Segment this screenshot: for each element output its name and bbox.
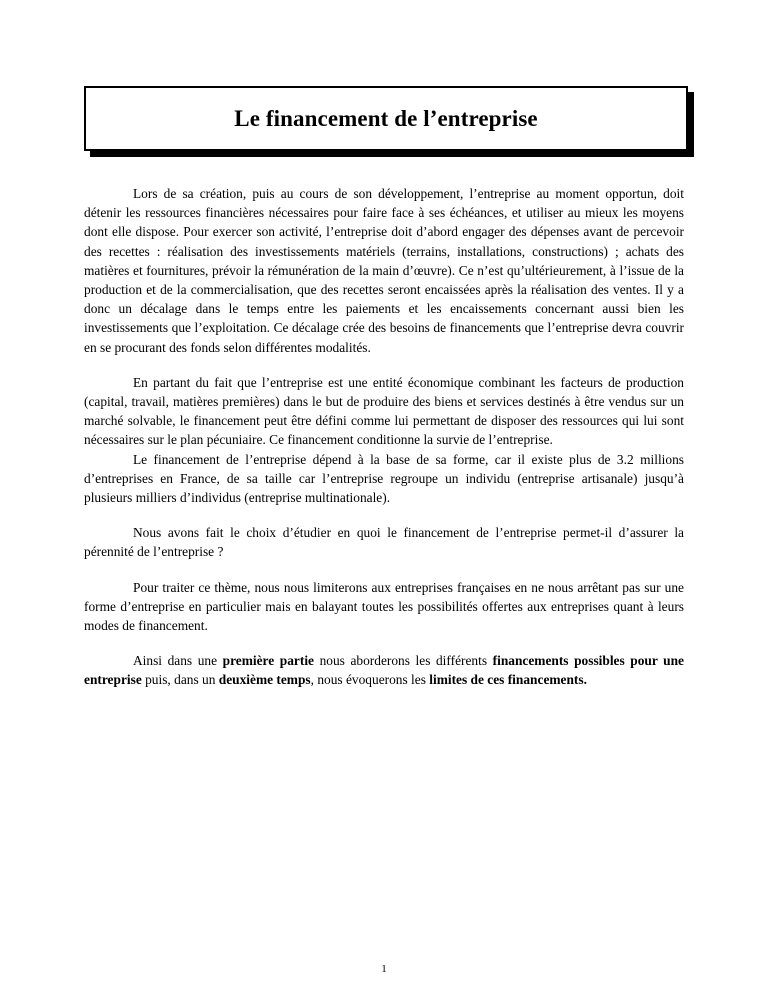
paragraph-plan xyxy=(84,651,684,689)
plan-text-1: Ainsi dans une xyxy=(133,653,223,669)
paragraph-scope: Pour traiter ce thème, nous nous limiterons aux entreprises françaises en ne nous arrêtant pas sur une forme d’entreprise en particulier mais en balayant toutes les possibilités offertes aux entreprises quant à leurs modes de financement. xyxy=(84,579,684,634)
plan-bold-limits: limites de ces financements. xyxy=(429,672,587,688)
plan-bold-financings: financements possibles pour une entreprise xyxy=(84,653,684,688)
plan-bold-second-time: deuxième temps xyxy=(218,672,311,688)
title-box xyxy=(84,86,688,151)
paragraph-definition: En partant du fait que l’entreprise est une entité économique combinant les facteurs de production (capital, travail, matières premières) dans le but de produire des biens et services destinés à être vendus sur un marché solvable, le financement peut être défini comme lui permettant de disposer des ressources qui lui sont nécessaires sur le plan pécuniaire. Ce financement conditionne la survie de l’entreprise. xyxy=(84,374,684,448)
paragraph-question: Nous avons fait le choix d’étudier en quoi le financement de l’entreprise permet-il d’assurer la pérennité de l’entreprise ? xyxy=(84,525,684,560)
paragraph-forms: Le financement de l’entreprise dépend à la base de sa forme, car il existe plus de 3.2 millions d’entreprises en France, de sa taille car l’entreprise regroupe un individu (entreprise artisanale) jusqu’à plusieurs milliers d’individus (entreprise multinationale). xyxy=(84,451,684,506)
paragraph-intro: Lors de sa création, puis au cours de son développement, l’entreprise au moment opportun, doit détenir les ressources financières nécessaires pour faire face à ses échéances, et utiliser au mieux les moyens dont elle dispose. Pour exercer son activité, l’entreprise doit d’abord engager des dépenses avant de percevoir des recettes : réalisation des investissements matériels (terrains, installations, constructions) ; achats des matières et fournitures, prévoir la rémunération de la main d’œuvre). Ce n’est qu’ultérieurement, à l’issue de la production et de la commercialisation, que des recettes seront encaissées après la réalisation des ventes. Il y a donc un décalage dans le temps entre les paiements et les encaissements concernant aussi bien les investissements que l’exploitation. Ce décalage crée des besoins de financements que l’entreprise devra couvrir en se procurant des fonds selon différentes modalités. xyxy=(84,186,684,355)
page-number: 1 xyxy=(381,963,387,975)
plan-text-2: nous aborderons les différents xyxy=(314,653,493,669)
document-body xyxy=(84,184,684,690)
plan-text-4: , nous évoquerons les xyxy=(310,672,430,688)
plan-bold-first-part: première partie xyxy=(222,653,314,669)
plan-text-3: puis, dans un xyxy=(141,672,219,688)
document-title: Le financement de l’entreprise xyxy=(234,105,538,131)
